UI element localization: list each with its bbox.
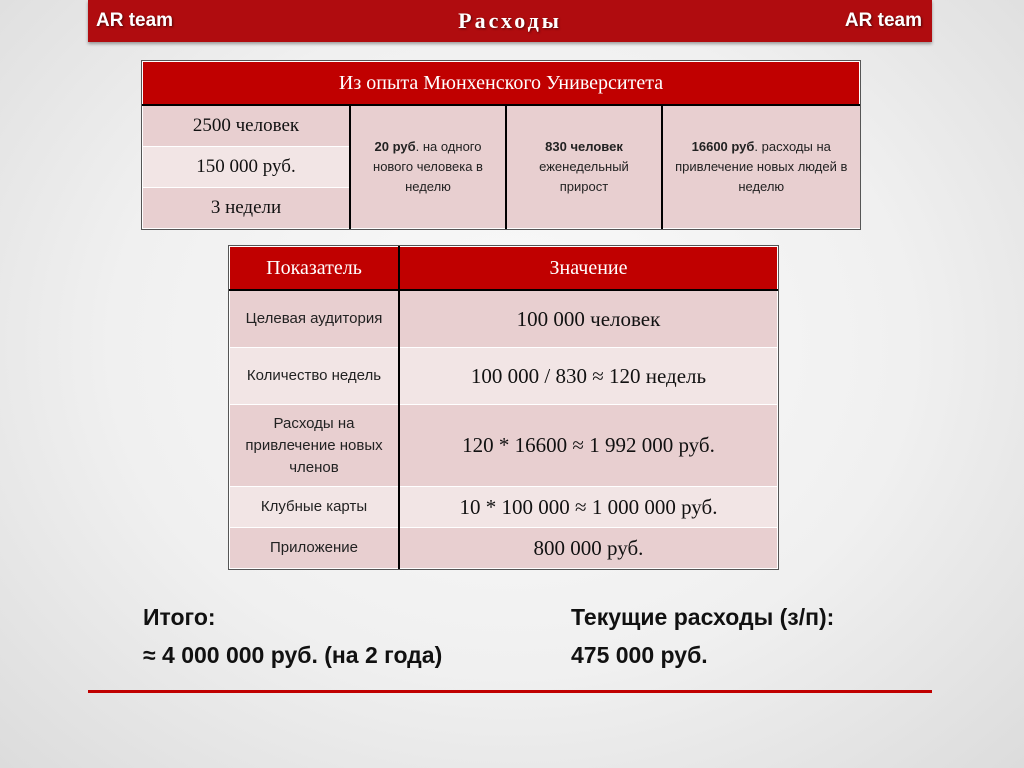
row-value: 800 000 руб. (399, 528, 778, 569)
row-value: 100 000 / 830 ≈ 120 недель (399, 348, 778, 405)
box-bold: 16600 руб (691, 139, 755, 154)
expenses-table (229, 246, 778, 569)
page-title: Расходы (458, 8, 562, 33)
row-value: 100 000 человек (399, 290, 778, 348)
munich-experience-table (142, 61, 860, 229)
box-text: . на одного нового человека в неделю (373, 139, 483, 194)
row-value: 10 * 100 000 ≈ 1 000 000 руб. (399, 487, 778, 528)
row-label: Приложение (230, 528, 400, 569)
row-label: Количество недель (230, 348, 400, 405)
box-text: . расходы на привлечение новых людей в неделю (675, 139, 848, 194)
table1-box-weekly-expenses (662, 105, 860, 229)
box-bold: 830 человек (545, 139, 623, 154)
box-text: еженедельный прирост (539, 159, 629, 194)
row-label: Клубные карты (230, 487, 400, 528)
logo-right: AR team (844, 10, 922, 31)
row-value: 120 * 16600 ≈ 1 992 000 руб. (399, 405, 778, 487)
header-bar (88, 0, 932, 42)
table1-heading: Из опыта Мюнхенского Университета (143, 62, 860, 106)
table-row (230, 348, 778, 405)
row-label: Целевая аудитория (230, 290, 400, 348)
table-row (230, 405, 778, 487)
current-expenses-value: 475 000 руб. (571, 642, 708, 668)
bottom-divider (88, 690, 932, 693)
column-header-indicator: Показатель (230, 247, 400, 291)
table1-box-weekly-growth (506, 105, 662, 229)
logo-left: AR team (96, 10, 174, 31)
table-row (230, 487, 778, 528)
table1-left-cell: 2500 человек (143, 105, 351, 147)
current-expenses-label: Текущие расходы (з/п): (571, 604, 835, 630)
current-expenses-summary (571, 598, 834, 674)
table-row (230, 528, 778, 569)
table-row (230, 290, 778, 348)
table1-box-cost-per-person (350, 105, 506, 229)
box-bold: 20 руб (374, 139, 416, 154)
total-value: ≈ 4 000 000 руб. (на 2 года) (143, 642, 443, 668)
table1-left-cell: 150 000 руб. (143, 147, 351, 188)
total-summary (143, 598, 442, 674)
row-label: Расходы на привлечение новых членов (230, 405, 400, 487)
column-header-value: Значение (399, 247, 778, 291)
total-label: Итого: (143, 604, 216, 630)
table1-left-cell: 3 недели (143, 188, 351, 229)
